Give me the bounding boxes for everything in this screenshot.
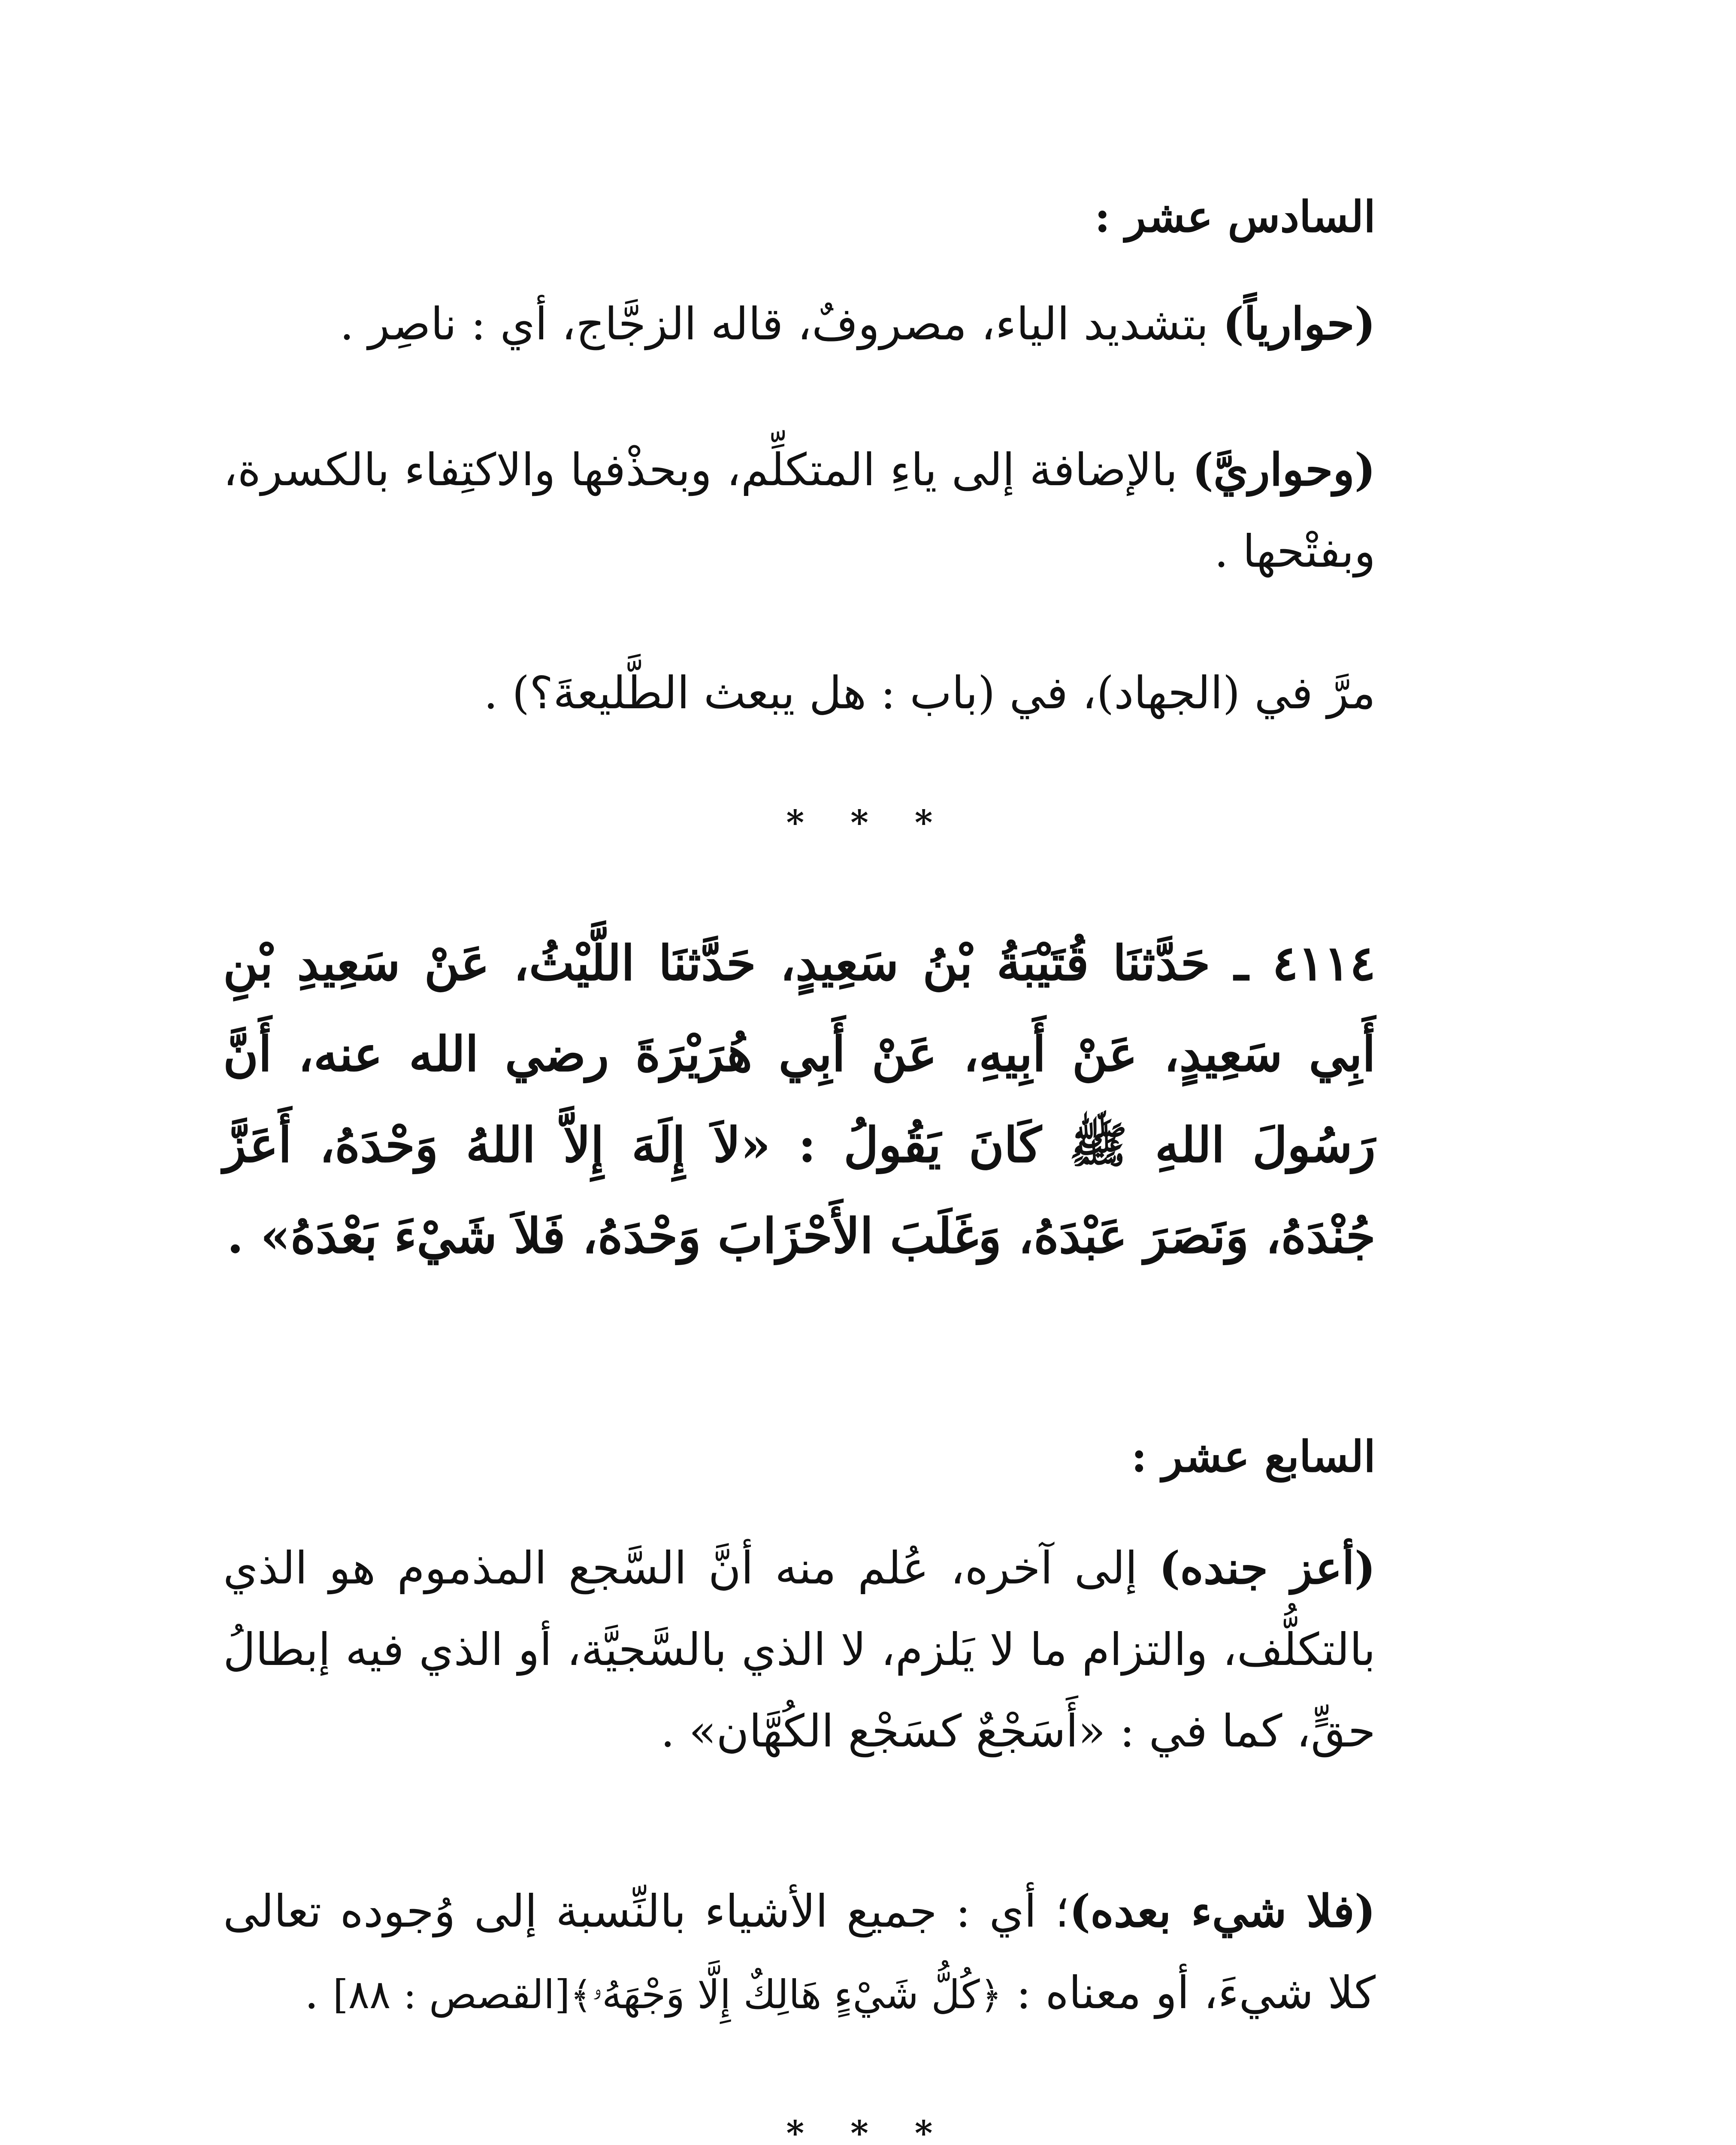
- paragraph-end: .: [304, 1967, 333, 2019]
- hadith-4114: ٤١١٤ ـ حَدَّثنَا قُتَيْبَةُ بْنُ سَعِيدٍ، حَدَّثنَا اللَّيْثُ، عَنْ سَعِيدِ بْنِ أَبِي سَعِيدٍ، عَنْ أَبِيهِ، عَنْ أَبِي هُرَيْرَةَ رضي الله عنه، أَنَّ رَسُولَ اللهِ ﷺ كَانَ يَقُولُ : «لاَ إِلَهَ إِلاَّ اللهُ وَحْدَهُ، أَعَزَّ جُنْدَهُ، وَنَصَرَ عَبْدَهُ، وَغَلَبَ الأَحْزَابَ وَحْدَهُ، فَلاَ شَيْءَ بَعْدَهُ» .: [223, 935, 1376, 1264]
- quran-bracket-close: ﴾: [570, 1973, 593, 2017]
- paragraph-text: إلى آخره، عُلم منه أنَّ السَّجع المذموم هو الذي بالتكلُّف، والتزام ما لا يَلزم، لا الذي بالسَّجيَّة، أو الذي فيه إبطالُ حقٍّ، كما في : «أَسَجْعٌ كسَجْع الكُهَّان» .: [223, 1542, 1376, 1757]
- paragraph-hawariyya: [223, 429, 1376, 592]
- term-hawariyya: (وحواريَّ): [1192, 443, 1376, 496]
- paragraph-cross-reference: مرَّ في (الجهاد)، في (باب : هل يبعث الطَّليعةَ؟) .: [484, 667, 1376, 719]
- paragraph-fala-shay: [223, 1870, 1376, 2036]
- paragraph-text: بالإضافة إلى ياءِ المتكلِّم، وبحذْفها والاكتِفاء بالكسرة، وبفتْحها .: [223, 444, 1376, 577]
- term-aazza-jundah: (أعز جنده): [1159, 1541, 1376, 1594]
- quran-reference: [القصص : ٨٨]: [333, 1972, 570, 2018]
- paragraph-text: بتشديد الياء، مصروفٌ، قاله الزجَّاج، أي : ناصِر .: [339, 298, 1223, 350]
- section-separator: * * *: [786, 802, 950, 843]
- paragraph-hawariyyan: [223, 283, 1376, 365]
- paragraph-aazza-jundah: [223, 1527, 1376, 1772]
- section-separator: * * *: [786, 2113, 950, 2145]
- paragraph-text: ؛ أي : جميع الأشياء بالنِّسبة إلى وُجوده تعالى كلا شيءَ، أو معناه :: [223, 1885, 1376, 2019]
- section-heading-17: السابع عشر :: [1131, 1431, 1376, 1482]
- section-heading-16: السادس عشر :: [1094, 191, 1376, 242]
- term-hawariyyan: (حوارياً): [1222, 297, 1376, 350]
- quran-verse: كُلُّ شَيْءٍ هَالِكٌ إِلَّا وَجْهَهُۥ: [592, 1972, 980, 2018]
- quran-bracket-open: ﴿: [980, 1973, 1002, 2017]
- term-fala-shay: (فلا شيء بعده): [1069, 1885, 1376, 1937]
